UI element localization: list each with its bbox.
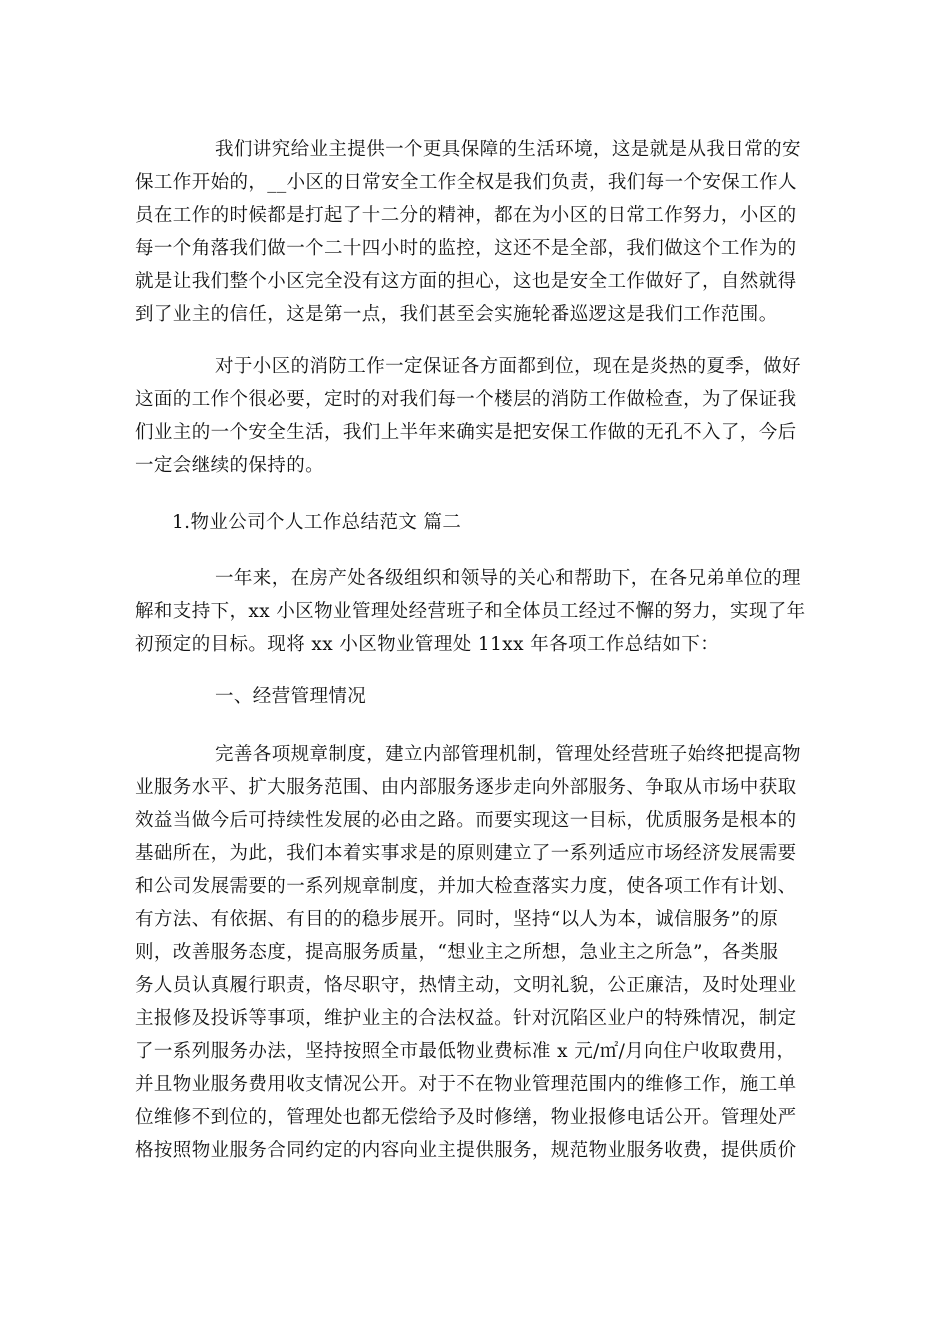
text-line: 一定会继续的保持的。 — [135, 455, 325, 476]
text-line: 和公司发展需要的一系列规章制度，并加大检查落实力度，使各项工作有计划、 — [135, 876, 797, 897]
text-line: 解和支持下，xx 小区物业管理处经营班子和全体员工经过不懈的努力，实现了年 — [135, 601, 806, 622]
text-line: 位维修不到位的，管理处也都无偿给予及时修缮，物业报修电话公开。管理处严 — [135, 1107, 797, 1128]
text-line: 保工作开始的，__小区的日常安全工作全权是我们负责，我们每一个安保工作人 — [135, 172, 797, 193]
paragraph-intro — [135, 562, 815, 661]
paragraph-fire-safety — [135, 350, 815, 482]
text-line: 效益当做今后可持续性发展的必由之路。而要实现这一目标，优质服务是根本的 — [135, 810, 797, 831]
text-line: 到了业主的信任，这是第一点，我们甚至会实施轮番巡逻这是我们工作范围。 — [135, 304, 778, 325]
list-heading-text: 1.物业公司个人工作总结范文 篇二 — [172, 512, 462, 533]
section-heading — [135, 680, 815, 713]
text-line: 对于小区的消防工作一定保证各方面都到位，现在是炎热的夏季，做好 — [215, 356, 801, 377]
text-line: 每一个角落我们做一个二十四小时的监控，这还不是全部，我们做这个工作为的 — [135, 238, 797, 259]
text-line: 完善各项规章制度，建立内部管理机制，管理处经营班子始终把提高物 — [215, 744, 801, 765]
list-heading — [172, 506, 852, 539]
text-line: 我们讲究给业主提供一个更具保障的生活环境，这是就是从我日常的安 — [215, 139, 801, 160]
section-heading-text: 一、经营管理情况 — [215, 686, 367, 707]
text-line: 这面的工作个很必要，定时的对我们每一个楼层的消防工作做检查，为了保证我 — [135, 389, 797, 410]
text-line: 务人员认真履行职责，恪尽职守，热情主动，文明礼貌，公正廉洁，及时处理业 — [135, 975, 797, 996]
text-line: 则，改善服务态度，提高服务质量，“想业主之所想，急业主之所急”，各类服 — [135, 942, 779, 963]
text-line: 并且物业服务费用收支情况公开。对于不在物业管理范围内的维修工作，施工单 — [135, 1074, 797, 1095]
text-line: 业服务水平、扩大服务范围、由内部服务逐步走向外部服务、争取从市场中获取 — [135, 777, 797, 798]
text-line: 基础所在，为此，我们本着实事求是的原则建立了一系列适应市场经济发展需要 — [135, 843, 797, 864]
text-line: 们业主的一个安全生活，我们上半年来确实是把安保工作做的无孔不入了，今后 — [135, 422, 797, 443]
text-line: 有方法、有依据、有目的的稳步展开。同时，坚持“以人为本，诚信服务”的原 — [135, 909, 779, 930]
text-line: 就是让我们整个小区完全没有这方面的担心，这也是安全工作做好了，自然就得 — [135, 271, 797, 292]
text-line: 了一系列服务办法，坚持按照全市最低物业费标准 x 元/㎡/月向住户收取费用， — [135, 1041, 796, 1062]
text-line: 主报修及投诉等事项，维护业主的合法权益。针对沉陷区业户的特殊情况，制定 — [135, 1008, 797, 1029]
text-line: 格按照物业服务合同约定的内容向业主提供服务，规范物业服务收费，提供质价 — [135, 1140, 797, 1161]
paragraph-security-work — [135, 133, 815, 331]
text-line: 一年来，在房产处各级组织和领导的关心和帮助下，在各兄弟单位的理 — [215, 568, 801, 589]
text-line: 员在工作的时候都是打起了十二分的精神，都在为小区的日常工作努力，小区的 — [135, 205, 797, 226]
text-line: 初预定的目标。现将 xx 小区物业管理处 11xx 年各项工作总结如下： — [135, 634, 720, 655]
paragraph-management — [135, 738, 815, 1167]
